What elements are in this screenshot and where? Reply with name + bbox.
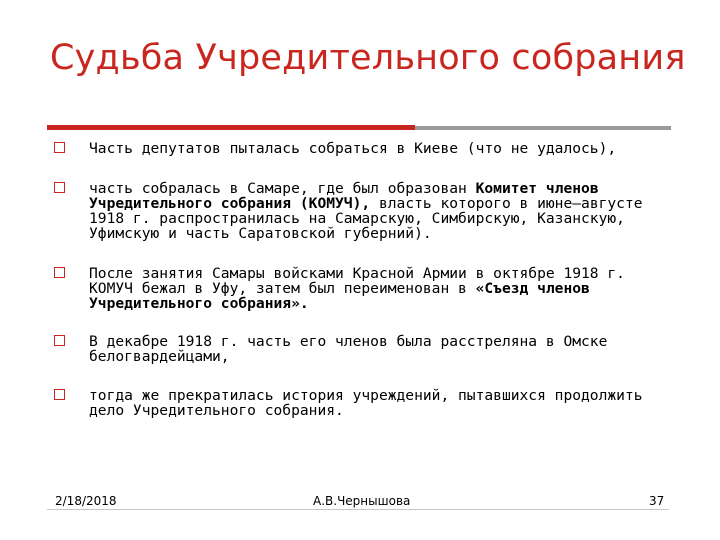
bullet-text-run: тогда же прекратилась история учреждений, пытавшихся продолжить дело Учредительного собрания.	[89, 387, 643, 419]
bullet-text	[89, 181, 669, 241]
bullet-square-icon	[54, 335, 65, 346]
bullet-text-run: Часть депутатов пыталась собраться в Киеве (что не удалось),	[89, 140, 617, 157]
bullet-square-icon	[54, 182, 65, 193]
bullet-text-run: власть которого в июне–августе 1918 г. распространилась на Самарскую, Симбирскую, Казанскую, Уфимскую и часть Саратовской губерний).	[89, 195, 643, 242]
footer-author: А.В.Чернышова	[313, 494, 411, 508]
title-underline-red	[47, 125, 415, 130]
bullet-square-icon	[54, 267, 65, 278]
bullet-text-bold: «Съезд членов Учредительного собрания».	[89, 280, 590, 312]
bullet-text	[89, 334, 669, 364]
bullet-text-run: часть собралась в Самаре, где был образован	[89, 180, 476, 197]
slide-title: Судьба Учредительного собрания	[50, 38, 686, 78]
bullet-text-bold: Комитет членов Учредительного собрания (КОМУЧ),	[89, 180, 599, 212]
footer-divider	[47, 509, 669, 510]
bullet-text	[89, 266, 669, 311]
bullet-text	[89, 141, 669, 156]
bullet-square-icon	[54, 142, 65, 153]
bullet-text	[89, 388, 669, 418]
title-underline-gray	[415, 126, 671, 130]
footer-date: 2/18/2018	[55, 494, 117, 508]
bullet-square-icon	[54, 389, 65, 400]
footer-page-number: 37	[649, 494, 665, 508]
bullet-text-run: В декабре 1918 г. часть его членов была расстреляна в Омске белогвардейцами,	[89, 333, 608, 365]
bullet-text-run: После занятия Самары войсками Красной Армии в октябре 1918 г. КОМУЧ бежал в Уфу, затем был переименован в	[89, 265, 625, 297]
